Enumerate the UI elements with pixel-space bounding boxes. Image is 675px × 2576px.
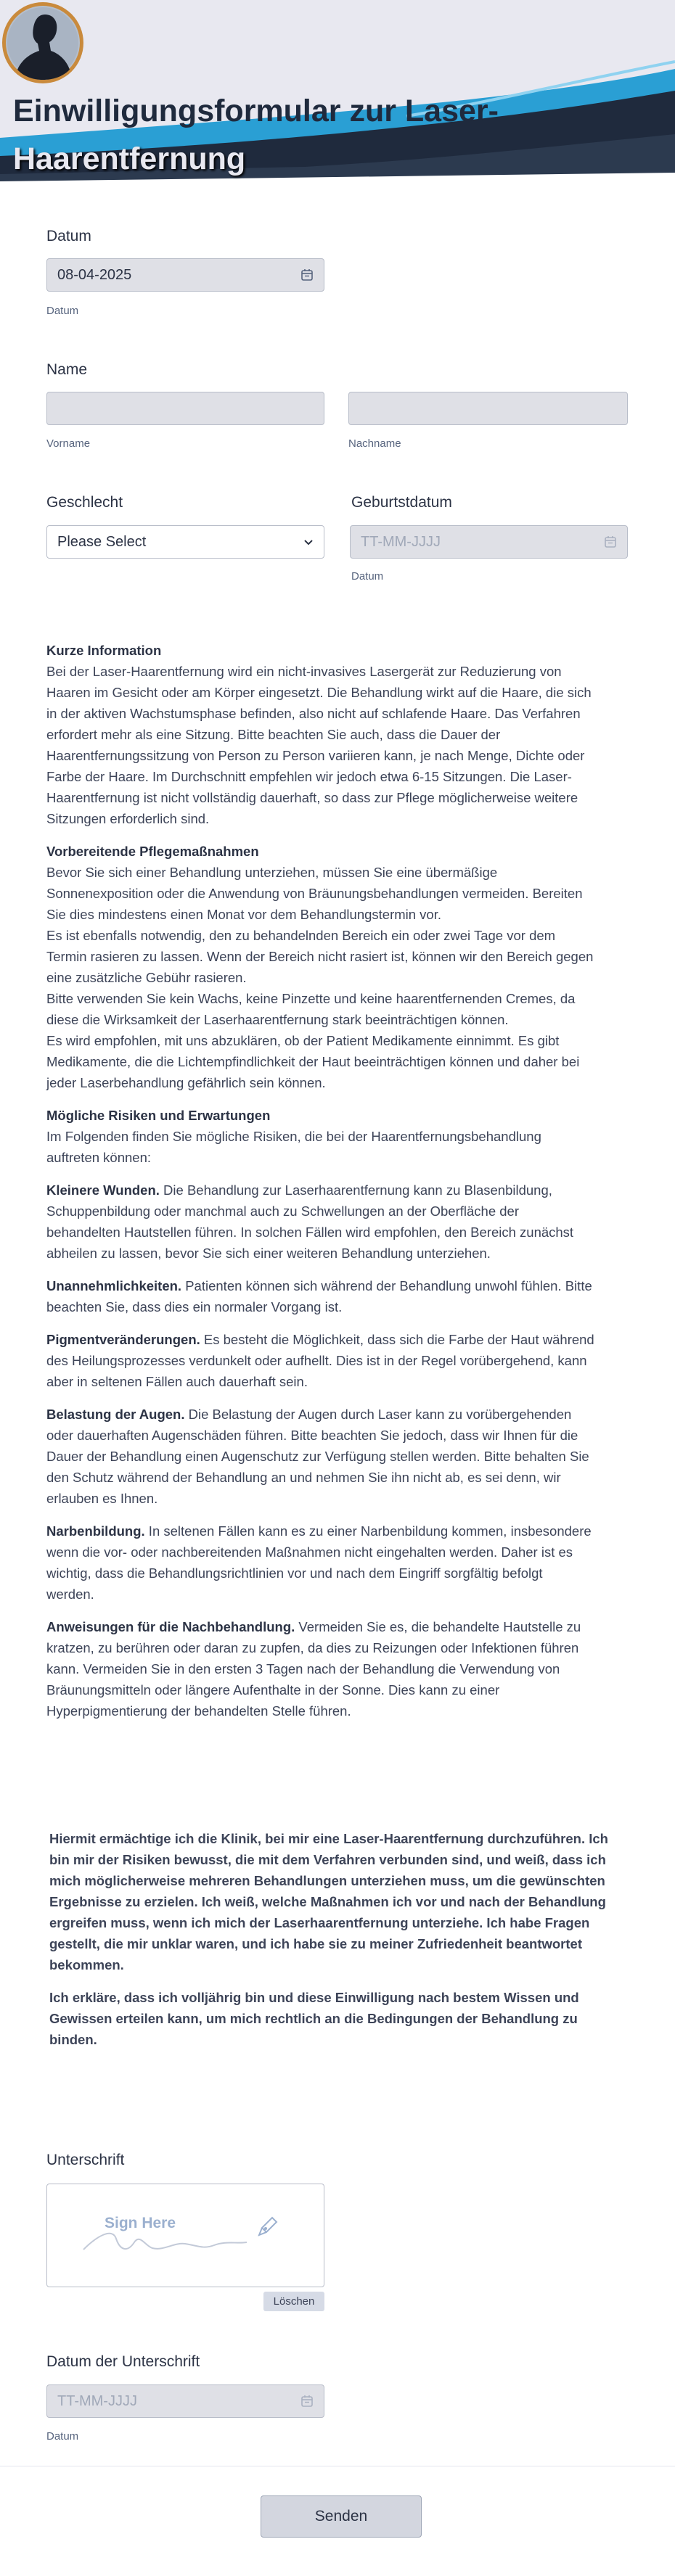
info-text-line: diese die Wirksamkeit der Laserhaarentfernung stark beeinträchtigen können.: [46, 1012, 509, 1027]
info-text-line: den Schutz während der Behandlung an und nehmen Sie ihn nicht ab, es sei denn, wir: [46, 1470, 561, 1485]
info-text-line: Bei der Laser-Haarentfernung wird ein nicht-invasives Lasergerät zur Reduzierung von: [46, 664, 562, 679]
info-text-line: Vermeiden Sie es, die behandelte Hautstelle zu: [295, 1619, 581, 1634]
signature-date-label: Datum der Unterschrift: [46, 2353, 200, 2370]
form-header: [0, 0, 675, 190]
last-name-input[interactable]: [348, 392, 628, 425]
info-text-line: kratzen, zu berühren oder daran zu zupfen, da dies zu Reizungen oder Infektionen führen: [46, 1640, 579, 1655]
gender-selected-value: Please Select: [57, 533, 147, 550]
signature-date-placeholder: TT-MM-JJJJ: [57, 2392, 137, 2409]
gender-select[interactable]: [46, 525, 324, 559]
signature-label: Unterschrift: [46, 2152, 125, 2168]
risk-title: Unannehmlichkeiten.: [46, 1278, 182, 1293]
info-section-risks: [46, 1105, 627, 1168]
birthdate-label: Geburtstdatum: [351, 494, 452, 511]
form-title-line2: Haarentfernung: [13, 141, 246, 176]
info-text-line: eine zusätzliche Gebühr rasieren.: [46, 970, 247, 985]
risk-title: Anweisungen für die Nachbehandlung.: [46, 1619, 295, 1634]
info-text-line: Termin rasieren zu lassen. Wenn der Bereich nicht rasiert ist, können wir den Bereich gegen: [46, 949, 594, 964]
risk-item: [46, 1404, 627, 1509]
info-text-line: Bevor Sie sich einer Behandlung unterziehen, müssen Sie eine übermäßige: [46, 865, 498, 880]
form-title-line1: Einwilligungsformular zur Laser-: [13, 94, 499, 128]
info-text-line: erfordert mehr als eine Sitzung. Bitte beachten Sie auch, dass die Dauer der: [46, 727, 501, 742]
info-text-line: werden.: [46, 1587, 94, 1602]
info-section-preparation: [46, 841, 627, 1093]
info-text-line: kann. Vermeiden Sie in den ersten 3 Tagen nach der Behandlung die Verwendung von: [46, 1661, 560, 1676]
consent-line: binden.: [49, 2032, 97, 2047]
birthdate-sublabel: Datum: [351, 570, 384, 583]
date-input[interactable]: [46, 258, 324, 292]
info-section-title: Kurze Information: [46, 643, 162, 658]
info-text-line: Die Belastung der Augen durch Laser kann zu vorübergehenden: [184, 1407, 572, 1422]
consent-line: ergreifen muss, wenn ich mich der Laserhaarentfernung unterziehe. Ich habe Fragen: [49, 1915, 590, 1930]
info-text-line: Sonnenexposition oder die Anwendung von Bräunungsbehandlungen vermeiden. Bereiten: [46, 886, 583, 901]
last-name-sublabel: Nachname: [348, 437, 401, 450]
info-section-title: Mögliche Risiken und Erwartungen: [46, 1108, 271, 1123]
consent-line: bekommen.: [49, 1957, 124, 1972]
risk-item: [46, 1275, 627, 1317]
risk-title: Belastung der Augen.: [46, 1407, 185, 1422]
name-label: Name: [46, 361, 88, 378]
risk-title: Narbenbildung.: [46, 1523, 145, 1539]
info-text-line: erlauben es Ihnen.: [46, 1491, 158, 1506]
info-text-line: wichtig, dass die Behandlungsrichtlinien vor und nach dem Eingriff sorgfältig befolgt: [46, 1565, 543, 1581]
info-text-line: Farbe der Haare. Im Durchschnitt empfehlen wir jedoch etwa 6-15 Sitzungen. Die Laser-: [46, 769, 572, 784]
info-text-line: abheilen zu lassen, bevor Sie sich einer weiteren Behandlung unterziehen.: [46, 1246, 491, 1261]
risk-item: [46, 1180, 627, 1264]
info-text-line: Es wird empfohlen, mit uns abzuklären, ob der Patient Medikamente einnimmt. Es gibt: [46, 1033, 560, 1048]
consent-line: Ergebnisse zu erzielen. Ich weiß, welche Maßnahmen ich vor und nach der Behandlung: [49, 1894, 606, 1909]
info-text-line: Schuppenbildung oder manchmal auch zu Schwellungen an der Oberfläche der: [46, 1203, 520, 1219]
consent-line: bin mir der Risiken bewusst, die mit dem Verfahren verbunden sind, und weiß, dass ich: [49, 1852, 606, 1867]
info-text-line: Im Folgenden finden Sie mögliche Risiken, die bei der Haarentfernungsbehandlung: [46, 1129, 541, 1144]
first-name-input[interactable]: [46, 392, 324, 425]
date-value: 08-04-2025: [57, 266, 132, 283]
info-text-line: Haarentfernungssitzung von Person zu Person variieren kann, je nach Menge, Dichte oder: [46, 748, 585, 763]
consent-line: mich möglicherweise mehreren Behandlungen unterziehen muss, um die gewünschten: [49, 1873, 605, 1888]
gender-label: Geschlecht: [46, 494, 123, 511]
info-text-line: wenn die vor- oder nachbereitenden Maßnahmen nicht eingehalten werden. Daher ist es: [46, 1544, 573, 1560]
info-text-line: behandelten Hautstellen führen. In solchen Fällen wird empfohlen, den Bereich zunächst: [46, 1225, 574, 1240]
info-text-line: Die Behandlung zur Laserhaarentfernung kann zu Blasenbildung,: [159, 1182, 552, 1198]
calendar-icon[interactable]: [604, 535, 617, 548]
form-title: [13, 87, 521, 183]
info-text-line: Sie dies mindestens einen Monat vor dem Behandlungstermin vor.: [46, 907, 441, 922]
consent-statement: [49, 1828, 630, 2062]
info-text-line: oder dauerhaften Augenschäden führen. Bitte beachten Sie jedoch, dass wir Ihnen für die: [46, 1428, 578, 1443]
clear-signature-button[interactable]: Löschen: [263, 2292, 324, 2311]
chevron-down-icon: [303, 537, 314, 547]
consent-line: Gewissen erteilen kann, um mich rechtlich an die Bedingungen der Behandlung zu: [49, 2011, 578, 2026]
signature-pad[interactable]: [46, 2184, 324, 2287]
submit-button[interactable]: Senden: [261, 2495, 422, 2538]
info-text-line: beachten Sie, dass dies ein normaler Vorgang ist.: [46, 1299, 343, 1314]
info-text-line: Medikamente, die die Lichtempfindlichkeit der Haut beeinträchtigen können und daher bei: [46, 1054, 580, 1069]
first-name-sublabel: Vorname: [46, 437, 91, 450]
info-text-line: Sitzungen erforderlich sind.: [46, 811, 210, 826]
signature-hint: Sign Here: [105, 2215, 176, 2231]
calendar-icon[interactable]: [300, 268, 314, 281]
risk-item: [46, 1616, 627, 1721]
birthdate-placeholder: TT-MM-JJJJ: [361, 533, 441, 550]
signature-scribble-hint: [47, 2184, 324, 2287]
info-text-line: Haaren im Gesicht oder am Körper eingesetzt. Die Behandlung wirkt auf die Haare, die sich: [46, 685, 592, 700]
consent-paragraph: [49, 1987, 630, 2050]
date-sublabel: Datum: [46, 305, 79, 317]
signature-date-input[interactable]: [46, 2384, 324, 2418]
consent-paragraph: [49, 1828, 630, 1975]
info-text-line: Dauer der Behandlung einen Augenschutz zur Verfügung stellen werden. Bitte behalten Sie: [46, 1449, 589, 1464]
consent-line: gestellt, die mir unklar waren, und ich habe sie zu meiner Zufriedenheit beantwortet: [49, 1936, 582, 1951]
info-text-line: Patienten können sich während der Behandlung unwohl fühlen. Bitte: [181, 1278, 592, 1293]
consent-line: Hiermit ermächtige ich die Klinik, bei mir eine Laser-Haarentfernung durchzuführen. Ich: [49, 1831, 608, 1846]
woman-silhouette-logo-icon: [0, 0, 86, 86]
info-text-block: [46, 640, 627, 1733]
info-text-line: jeder Laserbehandlung gefährlich sein können.: [46, 1075, 326, 1090]
risk-item: [46, 1329, 627, 1392]
info-text-line: Bräunungsmitteln oder längere Aufenthalte in der Sonne. Dies kann zu einer: [46, 1682, 500, 1698]
risk-item: [46, 1521, 627, 1605]
info-section-title: Vorbereitende Pflegemaßnahmen: [46, 844, 259, 859]
info-text-line: Es ist ebenfalls notwendig, den zu behandelnden Bereich ein oder zwei Tage vor dem: [46, 928, 556, 943]
risk-title: Pigmentveränderungen.: [46, 1332, 200, 1347]
info-text-line: Bitte verwenden Sie kein Wachs, keine Pinzette und keine haarentfernenden Cremes, da: [46, 991, 576, 1006]
signature-date-sublabel: Datum: [46, 2430, 79, 2443]
risk-title: Kleinere Wunden.: [46, 1182, 160, 1198]
pen-icon: [253, 2213, 281, 2241]
info-text-line: auftreten können:: [46, 1150, 151, 1165]
info-text-line: In seltenen Fällen kann es zu einer Narbenbildung kommen, insbesondere: [144, 1523, 592, 1539]
info-text-line: in der aktiven Wachstumsphase befinden, also nicht auf schlafende Haare. Das Verfahren: [46, 706, 581, 721]
info-text-line: Haarentfernung ist nicht vollständig dauerhaft, so dass zur Pflege möglicherweise weitere: [46, 790, 578, 805]
consent-line: Ich erkläre, dass ich volljährig bin und diese Einwilligung nach bestem Wissen und: [49, 1990, 579, 2005]
info-text-line: des Heilungsprozesses verdunkelt oder aufhellt. Dies ist in der Regel vorübergehend, kann: [46, 1353, 587, 1368]
info-text-line: Es besteht die Möglichkeit, dass sich die Farbe der Haut während: [200, 1332, 594, 1347]
info-text-line: Hyperpigmentierung der behandelten Stelle führen.: [46, 1703, 351, 1719]
birthdate-input[interactable]: [350, 525, 628, 559]
info-text-line: aber in seltenen Fällen auch dauerhaft sein.: [46, 1374, 308, 1389]
date-label: Datum: [46, 228, 91, 244]
calendar-icon[interactable]: [300, 2395, 314, 2408]
info-section-brief: [46, 640, 627, 829]
